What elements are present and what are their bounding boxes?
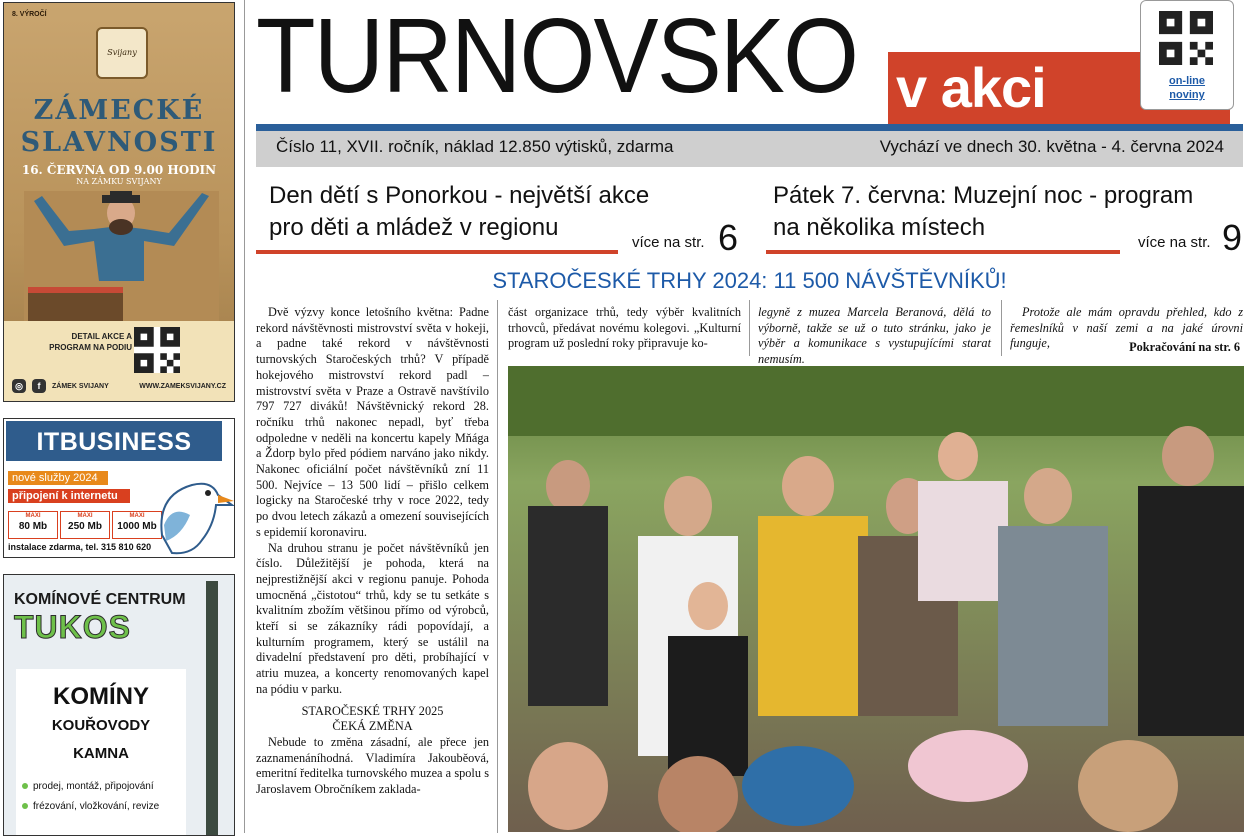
social-name: ZÁMEK SVIJANY <box>52 382 109 390</box>
ad-zamecke-slavnosti[interactable] <box>3 2 235 402</box>
continued-link[interactable]: Pokračování na str. 6 <box>1129 340 1240 354</box>
subheading: ČEKÁ ZMĚNA <box>332 719 413 734</box>
tukos-k1: KOMÍNY <box>53 683 149 710</box>
stork-mascot-icon <box>152 465 234 557</box>
article-column-3 <box>758 305 991 368</box>
teaser-1-more: více na str. <box>632 234 705 251</box>
teaser-2-line1[interactable]: Pátek 7. června: Muzejní noc - program <box>773 182 1194 209</box>
paragraph: Na druhou stranu je počet návštěvníků jen číslo. Důležitější je pohoda, která na nejprestižnější akci v regionu panuje. Pohoda umocněná „čistotou“ trhů, kdy se tu setkáte s kvalitním zbožím většinou přímo od výrobců, kteří si se zákazníky rádi popovídají, a kulturním programem, který se ustálil na divadelní představení pro děti, probíhající v atriu muzea, a koncerty renomovaných kapel na pódiu v parku. <box>256 540 489 696</box>
teaser-2-line2[interactable]: na několika místech <box>773 214 986 241</box>
speed-option: MAXI 80 Mb <box>8 511 58 539</box>
tukos-line1: KOMÍNOVÉ CENTRUM <box>14 591 186 608</box>
column-divider <box>497 300 498 833</box>
masthead-blue-rule <box>256 124 1243 131</box>
ad-tukos[interactable] <box>3 574 235 836</box>
social-links <box>12 379 109 393</box>
online-link[interactable]: on-line <box>1168 75 1206 87</box>
paragraph: část organizace trhů, tedy výběr kvalitních trhovců, předávat novému kolegovi. „Kulturní program už poslední roky připravuje ko- <box>508 305 741 351</box>
speed-option: MAXI 250 Mb <box>60 511 110 539</box>
paragraph: Protože ale mám opravdu přehled, kdo z řemeslníků v naší zemi a na jaké úrovni funguje, <box>1010 305 1243 351</box>
paragraph: Nebude to změna zásadní, ale přece jen zaznamenáníhodná. Vladimíra Jakouběová, emeritní ředitelka turnovského muzea a spolu s Jaroslavem Obročníkem zaklada- <box>256 734 489 797</box>
ad-info-strip <box>4 321 234 402</box>
tukos-bullet: frézování, vložkování, revize <box>22 801 159 812</box>
teaser-2-underline <box>766 250 1120 254</box>
tukos-card <box>16 669 186 836</box>
svijany-logo: Svijany <box>96 27 148 79</box>
anniversary-label: 8. VÝROČÍ <box>12 11 47 18</box>
teaser-1-page[interactable]: 6 <box>718 217 739 258</box>
news-link[interactable]: noviny <box>1169 89 1205 101</box>
teaser-1-underline <box>256 250 618 254</box>
tukos-brand: TUKOS <box>14 609 131 645</box>
tukos-bullet: prodej, montáž, připojování <box>22 781 154 792</box>
drummer-illustration <box>24 191 219 321</box>
ad-detail-text: DETAIL AKCE A PROGRAM NA PODIU <box>49 332 132 352</box>
online-qr[interactable] <box>1140 0 1234 110</box>
article-column-1 <box>256 305 489 833</box>
ad-place: NA ZÁMKU SVIJANY <box>76 177 162 186</box>
speed-option: MAXI 1000 Mb <box>112 511 162 539</box>
qr-code-icon[interactable] <box>134 327 180 373</box>
masthead-subtitle: v akci <box>896 56 1046 119</box>
facebook-icon[interactable]: f <box>32 379 46 393</box>
ad-title-line1: ZÁMECKÉ <box>33 95 205 126</box>
install-info: instalace zdarma, tel. 315 810 620 <box>8 542 152 552</box>
teaser-1-line2[interactable]: pro děti a mládež v regionu <box>269 214 559 241</box>
teaser-2-more: více na str. <box>1138 234 1211 251</box>
issue-info: Číslo 11, XVII. ročník, náklad 12.850 výtisků, zdarma <box>276 137 674 156</box>
column-divider <box>749 300 750 356</box>
crowd-photo <box>508 366 1244 832</box>
masthead-title: TURNOVSKO <box>256 0 858 115</box>
new-services-label: nové služby 2024 <box>8 471 108 485</box>
itbusiness-title: ITBUSINESS <box>6 421 222 461</box>
teaser-1-line1[interactable]: Den dětí s Ponorkou - největší akce <box>269 182 650 209</box>
column-divider <box>244 0 245 833</box>
teaser-2-page[interactable]: 9 <box>1222 217 1243 258</box>
ad-itbusiness[interactable] <box>3 418 235 558</box>
tukos-k3: KAMNA <box>73 745 129 762</box>
subheading: STAROČESKÉ TRHY 2025 <box>301 703 444 718</box>
paragraph: Dvě výzvy konce letošního května: Padne rekord návštěvnosti mistrovství světa v hokeji, a padne také rekord v návštěvnosti turnovských Staročeských trhů? V případě hokejového mistrovství rekord padl – mistrovství světa v Praze a Ostravě navštívilo 797 727 diváků! Návštěvnický rekord 28. ročníku trhů nakonec nepadl, byť třeba odpoledne v neděli na koncertu kapely Mňága a Ždorp bylo před pódiem narváno jako nikdy. Nakonec oficiální počet návštěvníků zní 11 500. Nejvíce – 13 500 lidí – přišlo celkem logicky na Staročeské trhy v roce 2022, tedy po dvou letech zákazů a omezení souvisejících s epidemií koronaviru. <box>256 305 489 539</box>
qr-code-icon <box>1155 11 1217 65</box>
article-column-2 <box>508 305 741 352</box>
chimney-pipe <box>206 581 218 836</box>
connection-label: připojení k internetu <box>8 489 130 503</box>
publication-dates: Vychází ve dnech 30. května - 4. června 2024 <box>879 137 1224 156</box>
paragraph: legyně z muzea Marcela Beranová, dělá to výborně, takže se už o tuto stránku, jako je výběr a komunikace s vystupujícími starat nemusím. <box>758 305 991 367</box>
tukos-k2: KOUŘOVODY <box>51 717 151 734</box>
instagram-icon[interactable]: ◎ <box>12 379 26 393</box>
column-divider <box>1001 300 1002 356</box>
article-headline: STAROČESKÉ TRHY 2024: 11 500 NÁVŠTĚVNÍKŮ! <box>492 268 1007 293</box>
ad-title-line2: SLAVNOSTI <box>20 127 218 158</box>
ad-date: 16. ČERVNA OD 9.00 HODIN <box>21 163 217 177</box>
ad-web-link[interactable]: WWW.ZAMEKSVIJANY.CZ <box>139 383 226 390</box>
